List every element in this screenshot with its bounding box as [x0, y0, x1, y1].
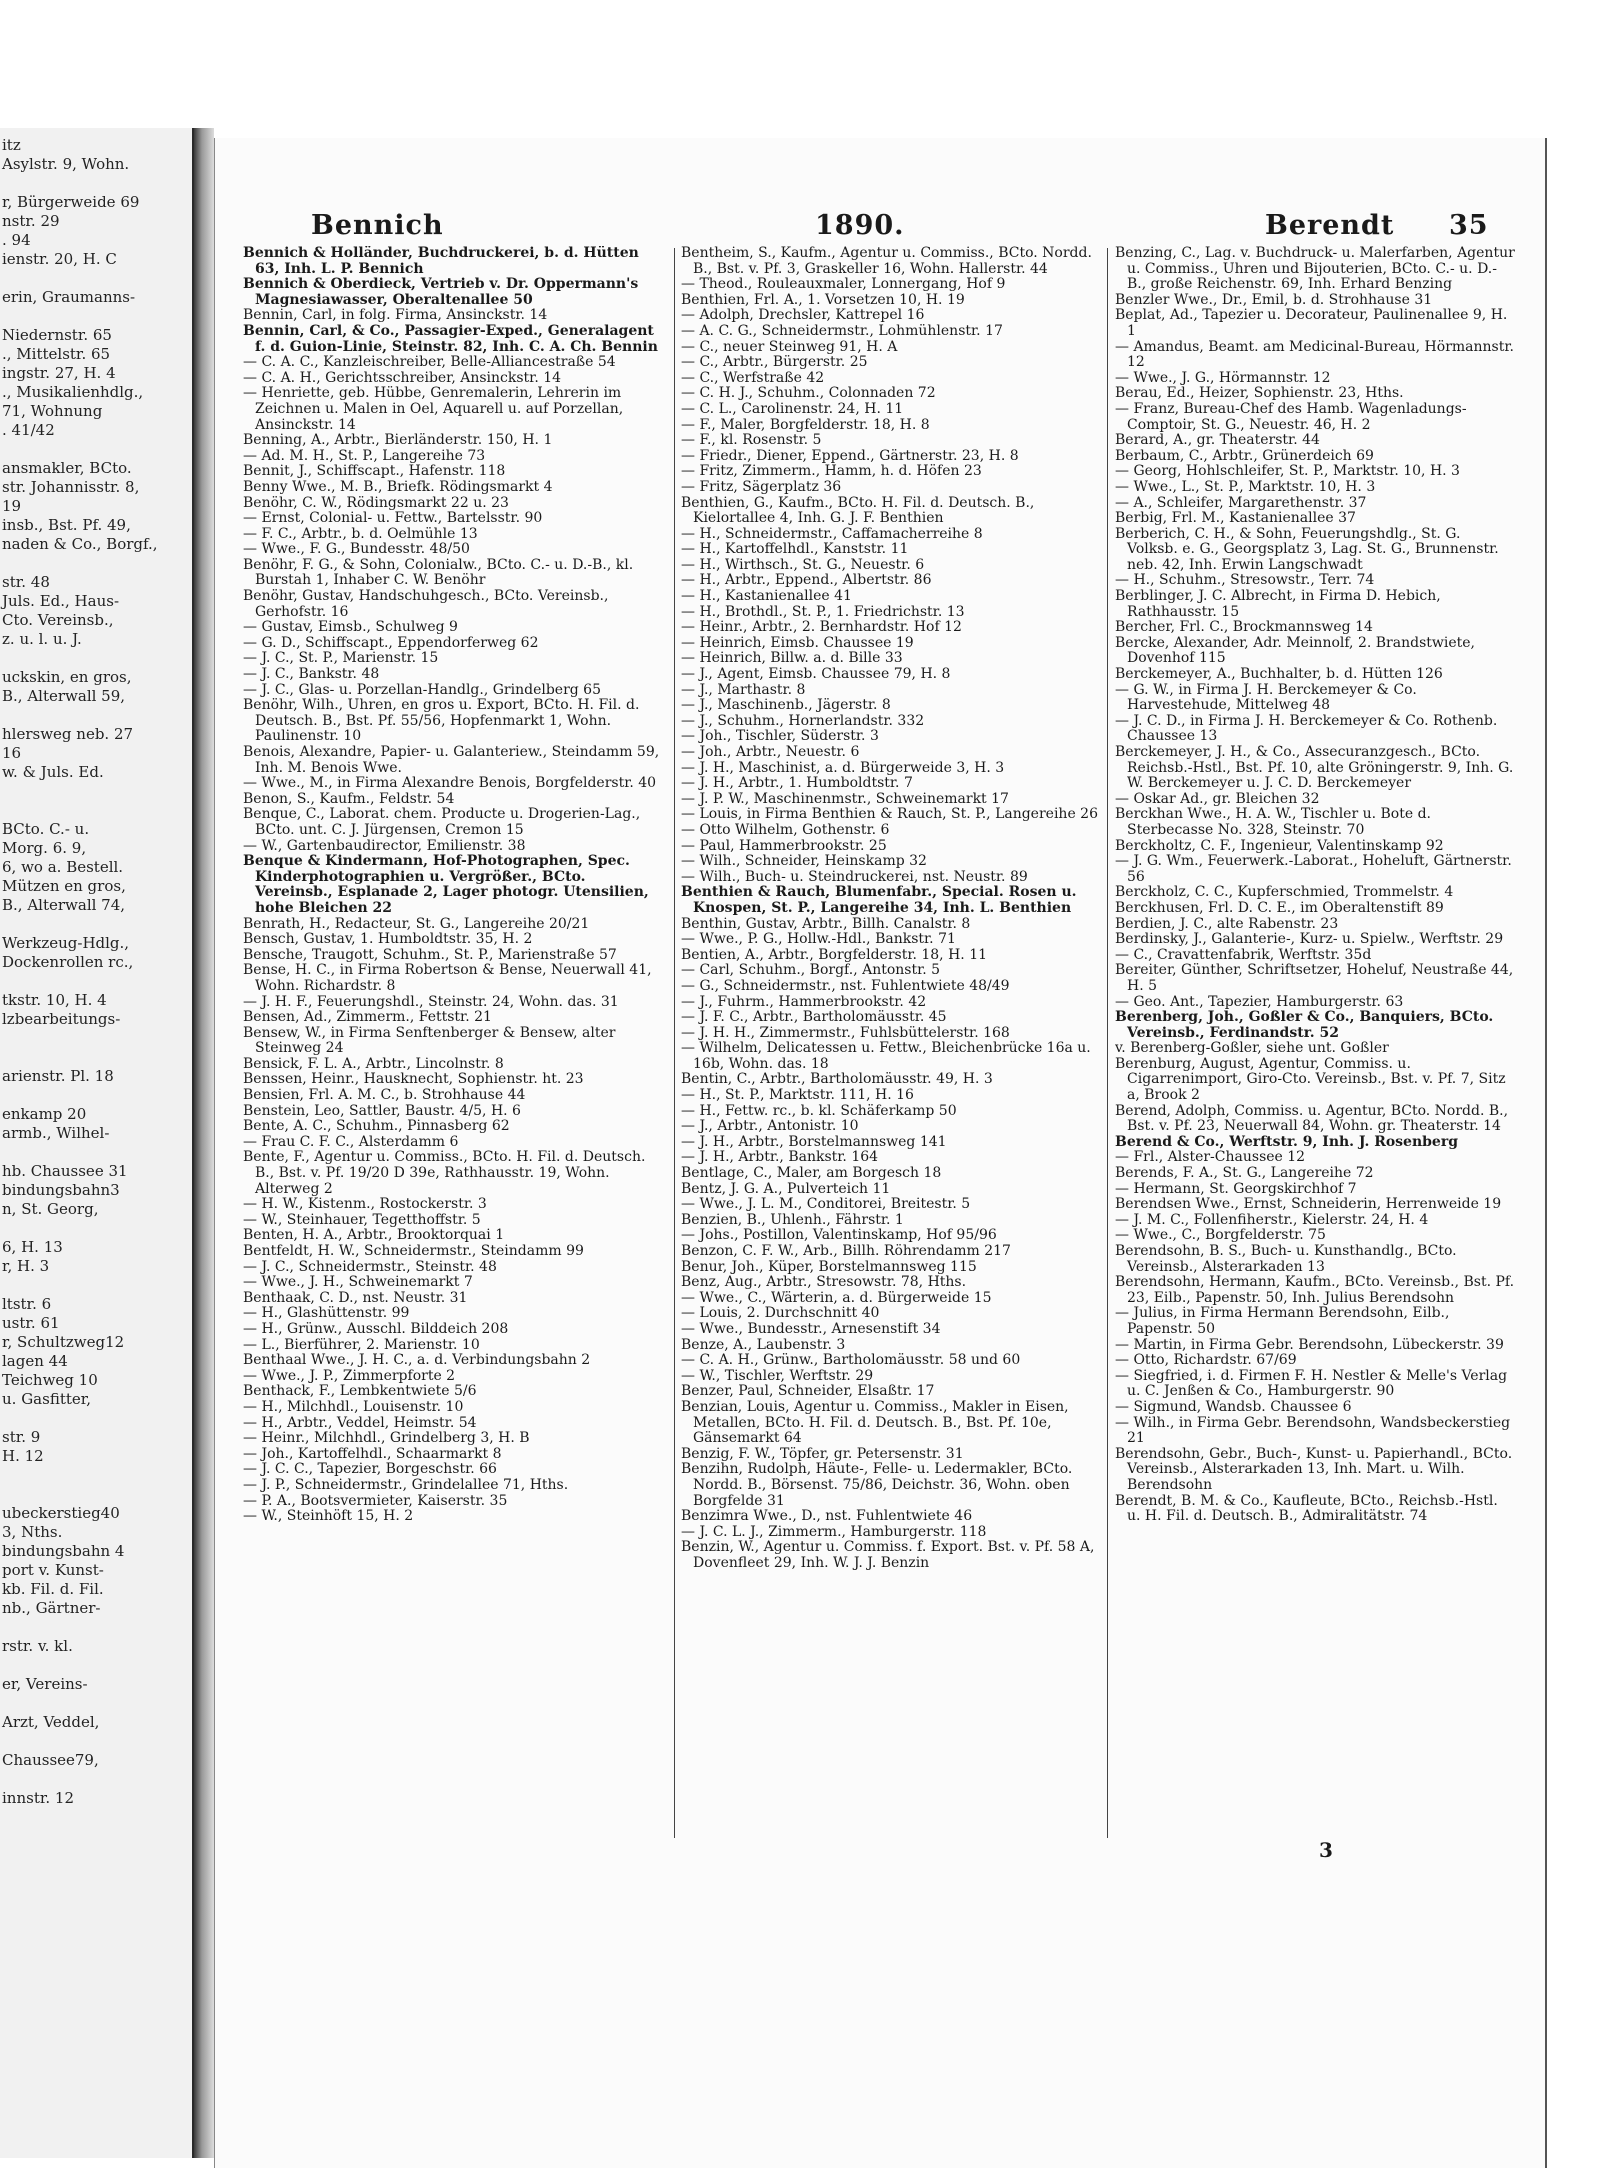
directory-entry: Benthin, Gustav, Arbtr., Billh. Canalstr. 8: [681, 916, 971, 932]
left-page-edge: [0, 128, 194, 2158]
directory-entry: Berckholz, C. C., Kupferschmied, Trommelstr. 4: [1115, 885, 1454, 901]
left-page-fragment: str. Johannisstr. 8,: [2, 478, 140, 496]
directory-entry: Benthaak, C. D., nst. Neustr. 31: [243, 1290, 468, 1306]
directory-entry: — Wwe., F. G., Bundesstr. 48/50: [243, 542, 470, 558]
directory-entry: — Siegfried, i. d. Firmen F. H. Nestler & Melle's Verlag u. C. Jenßen & Co., Hamburgerstr. 90: [1115, 1368, 1508, 1400]
directory-entry: — Wwe., J. G., Hörmannstr. 12: [1115, 370, 1331, 386]
directory-entry: Bentin, C., Arbtr., Bartholomäusstr. 49, H. 3: [681, 1072, 993, 1088]
directory-entry: — Louis, in Firma Benthien & Rauch, St. P., Langereihe 26: [681, 807, 1098, 823]
directory-entry: Benzien, B., Uhlenh., Fährstr. 1: [681, 1212, 904, 1228]
directory-entry: Benque, C., Laborat. chem. Producte u. Drogerien-Lag., BCto. unt. C. J. Jürgensen, Cremon 15: [243, 807, 641, 838]
directory-entry: — Heinrich, Billw. a. d. Bille 33: [681, 651, 903, 667]
directory-entry: Benon, S., Kaufm., Feldstr. 54: [243, 791, 455, 807]
directory-entry: Benzer, Paul, Schneider, Elsaßtr. 17: [681, 1384, 935, 1400]
directory-entry: — C., Cravattenfabrik, Werftstr. 35d: [1115, 947, 1372, 963]
column-3: [1115, 246, 1515, 1826]
signature-mark: 3: [1319, 1838, 1333, 1862]
page-header: [215, 210, 1545, 246]
left-page-fragment: r, Schultzweg12: [2, 1333, 125, 1351]
directory-entry: — J., Agent, Eimsb. Chaussee 79, H. 8: [681, 667, 951, 683]
directory-entry: Bercher, Frl. C., Brockmannsweg 14: [1115, 620, 1373, 636]
directory-entry: Bereiter, Günther, Schriftsetzer, Hoheluf, Neustraße 44, H. 5: [1115, 963, 1514, 994]
directory-entry: — Wilh., in Firma Gebr. Berendsohn, Wandsbeckerstieg 21: [1115, 1415, 1511, 1447]
directory-entry: — Joh., Kartoffelhdl., Schaarmarkt 8: [243, 1446, 502, 1462]
directory-entry: — Theod., Rouleauxmaler, Lonnergang, Hof 9: [681, 277, 1006, 293]
directory-entry: — Gustav, Eimsb., Schulweg 9: [243, 620, 458, 636]
directory-entry: — Carl, Schuhm., Borgf., Antonstr. 5: [681, 963, 941, 979]
directory-entry: — C. A. H., Grünw., Bartholomäusstr. 58 und 60: [681, 1353, 1021, 1369]
directory-entry: Benz, Aug., Arbtr., Stresowstr. 78, Hths.: [681, 1275, 967, 1291]
directory-entry: Benöhr, Wilh., Uhren, en gros u. Export, BCto. H. Fil. d. Deutsch. B., Bst. Pf. 55/56, Hopfenmarkt 1, Wohn. Paulinenstr. 10: [243, 698, 640, 745]
directory-entry: Bensien, Frl. A. M. C., b. Strohhause 44: [243, 1088, 526, 1104]
left-page-fragment: port v. Kunst-: [2, 1561, 104, 1579]
directory-entry: Bentlage, C., Maler, am Borgesch 18: [681, 1166, 942, 1182]
directory-entry: Bentfeldt, H. W., Schneidermstr., Steindamm 99: [243, 1244, 584, 1259]
directory-entry: — H., Schuhm., Stresowstr., Terr. 74: [1115, 573, 1375, 589]
directory-entry: Benze, A., Laubenstr. 3: [681, 1337, 846, 1353]
left-page-fragment: ingstr. 27, H. 4: [2, 364, 116, 382]
directory-entry: Benzin, W., Agentur u. Commiss. f. Export. Bst. v. Pf. 58 A, Dovenfleet 29, Inh. W. J. J. Benzin: [681, 1540, 1095, 1571]
directory-entry: — J. C. C., Tapezier, Borgeschstr. 66: [243, 1462, 497, 1478]
directory-entry: — A. C. G., Schneidermstr., Lohmühlenstr. 17: [681, 323, 1003, 339]
directory-entry: Berend, Adolph, Commiss. u. Agentur, BCto. Nordd. B., Bst. v. Pf. 23, Neuerwall 84, Wohn. gr. Theaterstr. 14: [1115, 1103, 1509, 1135]
directory-entry: — Friedr., Diener, Eppend., Gärtnerstr. 23, H. 8: [681, 448, 1019, 464]
directory-entry: — H., Brothdl., St. P., 1. Friedrichstr. 13: [681, 604, 965, 620]
left-page-fragment: hb. Chaussee 31: [2, 1162, 128, 1180]
directory-entry: — H., Grünw., Ausschl. Bilddeich 208: [243, 1321, 509, 1337]
directory-entry: — Johs., Postillon, Valentinskamp, Hof 95/96: [681, 1228, 997, 1244]
left-page-fragment: str. 9: [2, 1428, 41, 1446]
left-page-fragment: arienstr. Pl. 18: [2, 1067, 114, 1085]
directory-entry: — J. C., St. P., Marienstr. 15: [243, 651, 439, 667]
directory-entry: Benzihn, Rudolph, Häute-, Felle- u. Ledermakler, BCto. Nordd. B., Börsenst. 75/86, Deichstr. 36, Wohn. oben Borgfelde 31: [681, 1462, 1073, 1509]
left-page-fragment: innstr. 12: [2, 1789, 74, 1807]
directory-entry: — Otto Wilhelm, Gothenstr. 6: [681, 822, 890, 838]
left-page-fragment: ustr. 61: [2, 1314, 60, 1332]
directory-entry: Bercke, Alexander, Adr. Meinnolf, 2. Brandstwiete, Dovenhof 115: [1115, 635, 1475, 667]
left-page-fragment: r, H. 3: [2, 1257, 50, 1275]
directory-entry: — J. C. D., in Firma J. H. Berckemeyer & Co. Rothenb. Chaussee 13: [1115, 713, 1498, 745]
directory-entry: — C., Werfstraße 42: [681, 370, 825, 386]
left-page-fragment: z. u. l. u. J.: [2, 630, 82, 648]
directory-entry: — J. H., Arbtr., Borstelmannsweg 141: [681, 1134, 947, 1150]
directory-entry: — H., Kastanienallee 41: [681, 589, 852, 605]
left-page-fragment: insb., Bst. Pf. 49,: [2, 516, 131, 534]
directory-entry: Benois, Alexandre, Papier- u. Galanteriew., Steindamm 59, Inh. M. Benois Wwe.: [243, 745, 660, 776]
left-page-fragment: Asylstr. 9, Wohn.: [2, 155, 130, 173]
directory-entry: Bennich & Oberdieck, Vertrieb v. Dr. Oppermann's Magnesiawasser, Oberaltenallee 50: [243, 277, 639, 308]
directory-entry: — J., Schuhm., Hornerlandstr. 332: [681, 713, 925, 729]
directory-entry: — Joh., Arbtr., Neuestr. 6: [681, 745, 860, 760]
left-page-fragment: Teichweg 10: [2, 1371, 98, 1389]
directory-entry: Berdinsky, J., Galanterie-, Kurz- u. Spielw., Werftstr. 29: [1115, 932, 1504, 948]
directory-entry: — Adolph, Drechsler, Kattrepel 16: [681, 308, 925, 324]
left-page-fragment: bindungsbahn 4: [2, 1542, 125, 1560]
directory-entry: — J. P., Schneidermstr., Grindelallee 71, Hths.: [243, 1477, 569, 1493]
directory-entry: — Franz, Bureau-Chef des Hamb. Wagenladungs-Comptoir, St. G., Neuestr. 46, H. 2: [1115, 401, 1467, 433]
left-page-fragment: 6, H. 13: [2, 1238, 63, 1256]
directory-entry: — J., Marthastr. 8: [681, 682, 806, 698]
page-number: 35: [1449, 210, 1489, 241]
left-page-fragment: r, Bürgerweide 69: [2, 193, 140, 211]
directory-entry: — J. C., Glas- u. Porzellan-Handlg., Grindelberg 65: [243, 682, 601, 698]
directory-entry: — Julius, in Firma Hermann Berendsohn, Eilb., Papenstr. 50: [1115, 1306, 1450, 1337]
header-year: 1890.: [815, 210, 905, 241]
left-page-fragment: ., Mittelstr. 65: [2, 345, 111, 363]
directory-entry: — Frau C. F. C., Alsterdamm 6: [243, 1134, 459, 1150]
directory-entry: — J. C., Schneidermstr., Steinstr. 48: [243, 1259, 497, 1275]
directory-entry: — Wilhelm, Delicatessen u. Fettw., Bleichenbrücke 16a u. 16b, Wohn. das. 18: [681, 1041, 1091, 1072]
directory-entry: Bensick, F. L. A., Arbtr., Lincolnstr. 8: [243, 1056, 504, 1072]
directory-entry: Berdien, J. C., alte Rabenstr. 23: [1115, 916, 1339, 932]
directory-entry: Berblinger, J. C. Albrecht, in Firma D. Hebich, Rathhausstr. 15: [1115, 589, 1441, 620]
left-page-fragment: Morg. 6. 9,: [2, 839, 87, 857]
directory-entry: Berendsohn, B. S., Buch- u. Kunsthandlg., BCto. Vereinsb., Alsterarkaden 13: [1115, 1244, 1457, 1275]
directory-entry: Berckhusen, Frl. D. C. E., im Oberaltenstift 89: [1115, 900, 1444, 916]
directory-entry: — G. W., in Firma J. H. Berckemeyer & Co. Harvestehude, Mittelweg 48: [1115, 682, 1417, 714]
column-divider: [674, 248, 675, 1838]
directory-entry: — Wwe., M., in Firma Alexandre Benois, Borgfelderstr. 40: [243, 776, 657, 792]
directory-entry: Benzing, C., Lag. v. Buchdruck- u. Malerfarben, Agentur u. Commiss., Uhren und Bijouterien, BCto. C.- u. D.-B., große Reichenstr. 69, Inh. Erhard Benzing: [1115, 246, 1515, 293]
directory-entry: Benning, A., Arbtr., Bierländerstr. 150, H. 1: [243, 433, 553, 449]
left-page-fragment: enkamp 20: [2, 1105, 87, 1123]
left-page-fragment: H. 12: [2, 1447, 44, 1465]
left-page-fragment: ubeckerstieg40: [2, 1504, 120, 1522]
left-page-fragment: ansmakler, BCto.: [2, 459, 132, 477]
left-page-fragment: tkstr. 10, H. 4: [2, 991, 107, 1009]
directory-entry: Bentz, J. G. A., Pulverteich 11: [681, 1181, 891, 1197]
directory-entry: — F., Maler, Borgfelderstr. 18, H. 8: [681, 417, 930, 433]
directory-entry: Benzimra Wwe., D., nst. Fuhlentwiete 46: [681, 1509, 973, 1525]
directory-entry: — Sigmund, Wandsb. Chaussee 6: [1115, 1399, 1352, 1415]
left-page-fragment: Mützen en gros,: [2, 877, 126, 895]
directory-entry: — J. P. W., Maschinenmstr., Schweinemarkt 17: [681, 791, 1009, 807]
left-page-fragment: armb., Wilhel-: [2, 1124, 110, 1142]
directory-entry: Berenberg, Joh., Goßler & Co., Banquiers, BCto. Vereinsb., Ferdinandstr. 52: [1115, 1010, 1494, 1041]
left-page-fragment: B., Alterwall 59,: [2, 687, 126, 705]
directory-entry: — Wwe., C., Wärterin, a. d. Bürgerweide 15: [681, 1290, 992, 1306]
directory-entry: Bentien, A., Arbtr., Borgfelderstr. 18, H. 11: [681, 947, 988, 963]
left-page-fragment: naden & Co., Borgf.,: [2, 535, 158, 553]
left-page-fragment: 3, Nths.: [2, 1523, 63, 1541]
directory-entry: Benöhr, F. G., & Sohn, Colonialw., BCto. C.- u. D.-B., kl. Burstah 1, Inhaber C. W. Benöhr: [243, 557, 634, 589]
directory-entry: Berendsohn, Hermann, Kaufm., BCto. Vereinsb., Bst. Pf. 23, Eilb., Papenstr. 50, Inh. Julius Berendsohn: [1115, 1275, 1515, 1306]
directory-entry: Benöhr, Gustav, Handschuhgesch., BCto. Vereinsb., Gerhofstr. 16: [243, 589, 609, 620]
directory-entry: — Wwe., L., St. P., Marktstr. 10, H. 3: [1115, 479, 1376, 495]
left-page-fragment: 19: [2, 497, 22, 515]
directory-entry: — J., Fuhrm., Hammerbrookstr. 42: [681, 994, 927, 1010]
directory-entry: Bensen, Ad., Zimmerm., Fettstr. 21: [243, 1010, 492, 1026]
directory-entry: — G. D., Schiffscapt., Eppendorferweg 62: [243, 635, 539, 651]
directory-entry: — H., St. P., Marktstr. 111, H. 16: [681, 1088, 914, 1104]
directory-entry: — Wwe., P. G., Hollw.-Hdl., Bankstr. 71: [681, 932, 956, 948]
directory-entry: — J. H. F., Feuerungshdl., Steinstr. 24, Wohn. das. 31: [243, 994, 619, 1010]
directory-entry: Bensew, W., in Firma Senftenberger & Bensew, alter Steinweg 24: [243, 1025, 616, 1057]
directory-entry: — W., Tischler, Werftstr. 29: [681, 1368, 874, 1384]
left-page-fragment: lagen 44: [2, 1352, 68, 1370]
left-page-fragment: Cto. Vereinsb.,: [2, 611, 114, 629]
directory-entry: Berckhan Wwe., H. A. W., Tischler u. Bote d. Sterbecasse No. 328, Steinstr. 70: [1115, 807, 1432, 838]
directory-entry: Benssen, Heinr., Hausknecht, Sophienstr. ht. 23: [243, 1072, 584, 1088]
directory-entry: Benque & Kindermann, Hof-Photographen, Spec. Kinderphotographien u. Vergrößer., BCto. Vereinsb., Esplanade 2, Lager photogr. Utensilien, hohe Bleichen 22: [243, 854, 649, 916]
left-page-fragment: 16: [2, 744, 22, 762]
left-page-fragment: . 94: [2, 231, 31, 249]
directory-entry: — H. W., Kistenm., Rostockerstr. 3: [243, 1197, 487, 1213]
directory-entry: — Amandus, Beamt. am Medicinal-Bureau, Hörmannstr. 12: [1115, 339, 1514, 371]
directory-entry: — J. H., Arbtr., 1. Humboldtstr. 7: [681, 776, 913, 792]
left-page-fragment: Werkzeug-Hdlg.,: [2, 934, 130, 952]
directory-entry: Bentheim, S., Kaufm., Agentur u. Commiss., BCto. Nordd. B., Bst. v. Pf. 3, Graskeller 16, Wohn. Hallerstr. 44: [681, 246, 1092, 277]
directory-entry: Benzig, F. W., Töpfer, gr. Petersenstr. 31: [681, 1446, 964, 1462]
directory-entry: — Heinr., Arbtr., 2. Bernhardstr. Hof 12: [681, 620, 962, 636]
directory-entry: Benthaal Wwe., J. H. C., a. d. Verbindungsbahn 2: [243, 1353, 591, 1369]
directory-entry: — C. H. J., Schuhm., Colonnaden 72: [681, 386, 936, 402]
directory-entry: Berckemeyer, J. H., & Co., Assecuranzgesch., BCto. Reichsb.-Hstl., Bst. Pf. 10, alte Gröningerstr. 9, Inh. G. W. Berckemeyer u. J. C. D. Berckemeyer: [1115, 745, 1514, 792]
directory-entry: — H., Wirthsch., St. G., Neuestr. 6: [681, 557, 925, 573]
header-left-word: Bennich: [311, 210, 444, 241]
directory-entry: — J., Arbtr., Antonistr. 10: [681, 1119, 859, 1135]
directory-entry: — Heinr., Milchhdl., Grindelberg 3, H. B: [243, 1431, 530, 1447]
directory-entry: — C., Arbtr., Bürgerstr. 25: [681, 355, 868, 371]
left-page-fragment: . 41/42: [2, 421, 55, 439]
directory-entry: Bensch, Gustav, 1. Humboldtstr. 35, H. 2: [243, 932, 533, 948]
directory-entry: Berbaum, C., Arbtr., Grünerdeich 69: [1115, 448, 1374, 464]
directory-entry: Benthien, Frl. A., 1. Vorsetzen 10, H. 19: [681, 292, 965, 308]
directory-entry: Bente, F., Agentur u. Commiss., BCto. H. Fil. d. Deutsch. B., Bst. v. Pf. 19/20 D 39e, Rathhausstr. 19, Wohn. Alterweg 2: [243, 1150, 646, 1197]
left-page-fragment: rstr. v. kl.: [2, 1637, 73, 1655]
directory-entry: Benrath, H., Redacteur, St. G., Langereihe 20/21: [243, 916, 590, 932]
left-page-fragment: ltstr. 6: [2, 1295, 52, 1313]
directory-entry: — W., Steinhöft 15, H. 2: [243, 1509, 414, 1525]
left-page-fragment: Chaussee79,: [2, 1751, 99, 1769]
directory-entry: — C., neuer Steinweg 91, H. A: [681, 339, 898, 355]
directory-entry: — Frl., Alster-Chaussee 12: [1115, 1150, 1306, 1166]
left-page-fragment: bindungsbahn3: [2, 1181, 120, 1199]
left-page-fragment: Juls. Ed., Haus-: [2, 592, 120, 610]
directory-entry: — J. H., Maschinist, a. d. Bürgerweide 3, H. 3: [681, 760, 1005, 776]
directory-entry: — Henriette, geb. Hübbe, Genremalerin, Lehrerin im Zeichnen u. Malen in Oel, Aquarell u. auf Porzellan, Ansinckstr. 14: [243, 386, 624, 433]
left-page-fragment: hlersweg neb. 27: [2, 725, 134, 743]
directory-entry: — L., Bierführer, 2. Marienstr. 10: [243, 1337, 480, 1353]
directory-entry: — J. M. C., Follenfiherstr., Kielerstr. 24, H. 4: [1115, 1212, 1429, 1228]
directory-entry: Berends, F. A., St. G., Langereihe 72: [1115, 1166, 1374, 1182]
directory-entry: Bennin, Carl, in folg. Firma, Ansinckstr. 14: [243, 308, 548, 324]
directory-entry: — J. G. Wm., Feuerwerk.-Laborat., Hoheluft, Gärtnerstr. 56: [1115, 854, 1512, 885]
column-divider: [1107, 248, 1108, 1838]
directory-entry: Benöhr, C. W., Rödingsmarkt 22 u. 23: [243, 495, 509, 511]
directory-entry: — J. H. H., Zimmermstr., Fuhlsbüttelerstr. 168: [681, 1025, 1010, 1041]
left-page-fragment: 6, wo a. Bestell.: [2, 858, 124, 876]
directory-entry: — H., Fettw. rc., b. kl. Schäferkamp 50: [681, 1103, 957, 1119]
directory-entry: Berbig, Frl. M., Kastanienallee 37: [1115, 511, 1356, 527]
directory-entry: — Otto, Richardstr. 67/69: [1115, 1353, 1297, 1369]
directory-entry: — Wilh., Schneider, Heinskamp 32: [681, 854, 927, 870]
directory-entry: — G., Schneidermstr., nst. Fuhlentwiete 48/49: [681, 978, 1010, 994]
directory-entry: Benny Wwe., M. B., Briefk. Rödingsmarkt 4: [243, 479, 553, 495]
column-2: [681, 246, 1099, 1826]
directory-entry: — H., Kartoffelhdl., Kanststr. 11: [681, 542, 909, 558]
directory-entry: — P. A., Bootsvermieter, Kaiserstr. 35: [243, 1493, 508, 1509]
directory-entry: Berau, Ed., Heizer, Sophienstr. 23, Hths.: [1115, 386, 1404, 402]
directory-entry: — H., Schneidermstr., Caffamacherreihe 8: [681, 526, 983, 542]
directory-entry: — Geo. Ant., Tapezier, Hamburgerstr. 63: [1115, 994, 1404, 1010]
directory-entry: — C. A. C., Kanzleischreiber, Belle-Alliancestraße 54: [243, 355, 616, 371]
column-1: [243, 246, 663, 1826]
directory-entry: — W., Gartenbaudirector, Emilienstr. 38: [243, 838, 526, 854]
directory-entry: v. Berenberg-Goßler, siehe unt. Goßler: [1115, 1041, 1389, 1057]
directory-entry: Berendt, B. M. & Co., Kaufleute, BCto., Reichsb.-Hstl. u. H. Fil. d. Deutsch. B., Admiralitätstr. 74: [1115, 1493, 1498, 1525]
left-page-fragment: ., Musikalienhdlg.,: [2, 383, 144, 401]
directory-entry: Bense, H. C., in Firma Robertson & Bense, Neuerwall 41, Wohn. Richardstr. 8: [243, 963, 652, 994]
directory-entry: Berendsen Wwe., Ernst, Schneiderin, Herrenweide 19: [1115, 1197, 1502, 1213]
directory-entry: Berckemeyer, A., Buchhalter, b. d. Hütten 126: [1115, 667, 1443, 683]
directory-entry: Benthien & Rauch, Blumenfabr., Special. Rosen u. Knospen, St. P., Langereihe 34, Inh. L. Benthien: [681, 885, 1077, 916]
directory-entry: — Wwe., Bundesstr., Arnesenstift 34: [681, 1321, 941, 1337]
directory-entry: Benzon, C. F. W., Arb., Billh. Röhrendamm 217: [681, 1244, 1011, 1259]
directory-page: [214, 138, 1547, 2168]
directory-entry: Berendsohn, Gebr., Buch-, Kunst- u. Papierhandl., BCto. Vereinsb., Alsterarkaden 13, Inh. Mart. u. Wilh. Berendsohn: [1115, 1446, 1513, 1493]
left-page-fragment: BCto. C.- u.: [2, 820, 90, 838]
directory-entry: — C. L., Carolinenstr. 24, H. 11: [681, 401, 904, 417]
directory-entry: — Louis, 2. Durchschnitt 40: [681, 1306, 880, 1322]
directory-entry: — Paul, Hammerbrookstr. 25: [681, 838, 887, 854]
directory-entry: — H., Glashüttenstr. 99: [243, 1306, 410, 1322]
directory-entry: — J., Maschinenb., Jägerstr. 8: [681, 698, 891, 714]
directory-entry: — Heinrich, Eimsb. Chaussee 19: [681, 635, 914, 651]
left-page-fragment: B., Alterwall 74,: [2, 896, 126, 914]
left-page-fragment: erin, Graumanns-: [2, 288, 136, 306]
left-page-fragment: 71, Wohnung: [2, 402, 103, 420]
directory-entry: — Wilh., Buch- u. Steindruckerei, nst. Neustr. 89: [681, 869, 1028, 885]
directory-entry: — Wwe., J. L. M., Conditorei, Breitestr. 5: [681, 1197, 971, 1213]
left-page-fragment: itz: [2, 136, 21, 154]
directory-entry: — J. F. C., Arbtr., Bartholomäusstr. 45: [681, 1010, 947, 1026]
left-page-fragment: n, St. Georg,: [2, 1200, 99, 1218]
left-page-fragment: Niedernstr. 65: [2, 326, 112, 344]
left-page-fragment: str. 48: [2, 573, 50, 591]
left-page-fragment: Arzt, Veddel,: [2, 1713, 100, 1731]
directory-entry: Bente, A. C., Schuhm., Pinnasberg 62: [243, 1119, 510, 1135]
directory-entry: Bensche, Traugott, Schuhm., St. P., Marienstraße 57: [243, 947, 617, 963]
left-page-fragment: uckskin, en gros,: [2, 668, 132, 686]
directory-entry: Berckholtz, C. F., Ingenieur, Valentinskamp 92: [1115, 838, 1444, 854]
directory-entry: — C. A. H., Gerichtsschreiber, Ansinckstr. 14: [243, 370, 562, 386]
directory-entry: — F., kl. Rosenstr. 5: [681, 433, 822, 449]
directory-entry: Bennich & Holländer, Buchdruckerei, b. d. Hütten 63, Inh. L. P. Bennich: [243, 246, 639, 277]
left-page-fragment: nstr. 29: [2, 212, 60, 230]
left-page-fragment: Dockenrollen rc.,: [2, 953, 134, 971]
directory-entry: — Joh., Tischler, Süderstr. 3: [681, 729, 879, 745]
directory-entry: — W., Steinhauer, Tegetthoffstr. 5: [243, 1212, 481, 1228]
directory-entry: — J. H., Arbtr., Bankstr. 164: [681, 1150, 879, 1166]
directory-entry: — Ad. M. H., St. P., Langereihe 73: [243, 448, 486, 464]
directory-entry: — H., Arbtr., Eppend., Albertstr. 86: [681, 573, 932, 589]
directory-entry: Benten, H. A., Arbtr., Brooktorquai 1: [243, 1228, 505, 1244]
directory-entry: — Wwe., C., Borgfelderstr. 75: [1115, 1228, 1326, 1244]
directory-entry: — H., Milchhdl., Louisenstr. 10: [243, 1399, 464, 1415]
left-page-fragment: ienstr. 20, H. C: [2, 250, 117, 268]
directory-entry: — Fritz, Zimmerm., Hamm, h. d. Höfen 23: [681, 464, 982, 480]
directory-entry: — Oskar Ad., gr. Bleichen 32: [1115, 791, 1320, 807]
left-page-fragment: er, Vereins-: [2, 1675, 88, 1693]
left-page-fragment: w. & Juls. Ed.: [2, 763, 104, 781]
left-page-fragment: lzbearbeitungs-: [2, 1010, 121, 1028]
directory-entry: Bennit, J., Schiffscapt., Hafenstr. 118: [243, 464, 506, 480]
directory-entry: Berberich, C. H., & Sohn, Feuerungshdlg., St. G. Volksb. e. G., Georgsplatz 3, Lag. St. G., Brunnenstr. neb. 42, Inh. Erwin Langschwadt: [1115, 526, 1499, 573]
directory-entry: — A., Schleifer, Margarethenstr. 37: [1115, 495, 1367, 511]
directory-entry: Benur, Joh., Küper, Borstelmannsweg 115: [681, 1259, 977, 1275]
directory-entry: — Ernst, Colonial- u. Fettw., Bartelsstr. 90: [243, 511, 543, 527]
directory-entry: Benthien, G., Kaufm., BCto. H. Fil. d. Deutsch. B., Kielortallee 4, Inh. G. J. F. Benthien: [681, 495, 1035, 527]
left-page-fragment: u. Gasfitter,: [2, 1390, 92, 1408]
directory-entry: Bennin, Carl, & Co., Passagier-Exped., Generalagent f. d. Guion-Linie, Steinstr. 82, Inh. C. A. Ch. Bennin: [243, 323, 658, 355]
left-page-fragment: kb. Fil. d. Fil.: [2, 1580, 104, 1598]
directory-entry: — J. C., Bankstr. 48: [243, 667, 380, 683]
directory-entry: — Wwe., J. P., Zimmerpforte 2: [243, 1368, 456, 1384]
directory-entry: — Martin, in Firma Gebr. Berendsohn, Lübeckerstr. 39: [1115, 1337, 1504, 1353]
directory-entry: — F. C., Arbtr., b. d. Oelmühle 13: [243, 526, 478, 542]
directory-entry: Benzler Wwe., Dr., Emil, b. d. Strohhause 31: [1115, 292, 1433, 308]
directory-entry: — Fritz, Sägerplatz 36: [681, 479, 842, 495]
directory-entry: — Georg, Hohlschleifer, St. P., Marktstr. 10, H. 3: [1115, 464, 1460, 480]
directory-entry: — H., Arbtr., Veddel, Heimstr. 54: [243, 1415, 477, 1431]
left-page-fragment: nb., Gärtner-: [2, 1599, 101, 1617]
directory-entry: Berend & Co., Werftstr. 9, Inh. J. Rosenberg: [1115, 1134, 1459, 1150]
directory-entry: Benstein, Leo, Sattler, Baustr. 4/5, H. 6: [243, 1103, 521, 1119]
directory-entry: — Wwe., J. H., Schweinemarkt 7: [243, 1275, 473, 1291]
directory-entry: Benthack, F., Lembkentwiete 5/6: [243, 1384, 477, 1400]
book-gutter: [194, 128, 214, 2158]
directory-entry: Berenburg, August, Agentur, Commiss. u. Cigarrenimport, Giro-Cto. Vereinsb., Bst. v. Pf. 7, Sitz a, Brook 2: [1115, 1056, 1506, 1104]
directory-entry: Beplat, Ad., Tapezier u. Decorateur, Paulinenallee 9, H. 1: [1115, 308, 1508, 339]
directory-entry: — Hermann, St. Georgskirchhof 7: [1115, 1181, 1357, 1197]
header-right-word: Berendt: [1265, 210, 1395, 241]
directory-entry: Berard, A., gr. Theaterstr. 44: [1115, 433, 1320, 449]
directory-entry: — J. C. L. J., Zimmerm., Hamburgerstr. 118: [681, 1524, 987, 1540]
directory-entry: Benzian, Louis, Agentur u. Commiss., Makler in Eisen, Metallen, BCto. H. Fil. d. Deutsch. B., Bst. Pf. 10e, Gänsemarkt 64: [681, 1399, 1069, 1447]
